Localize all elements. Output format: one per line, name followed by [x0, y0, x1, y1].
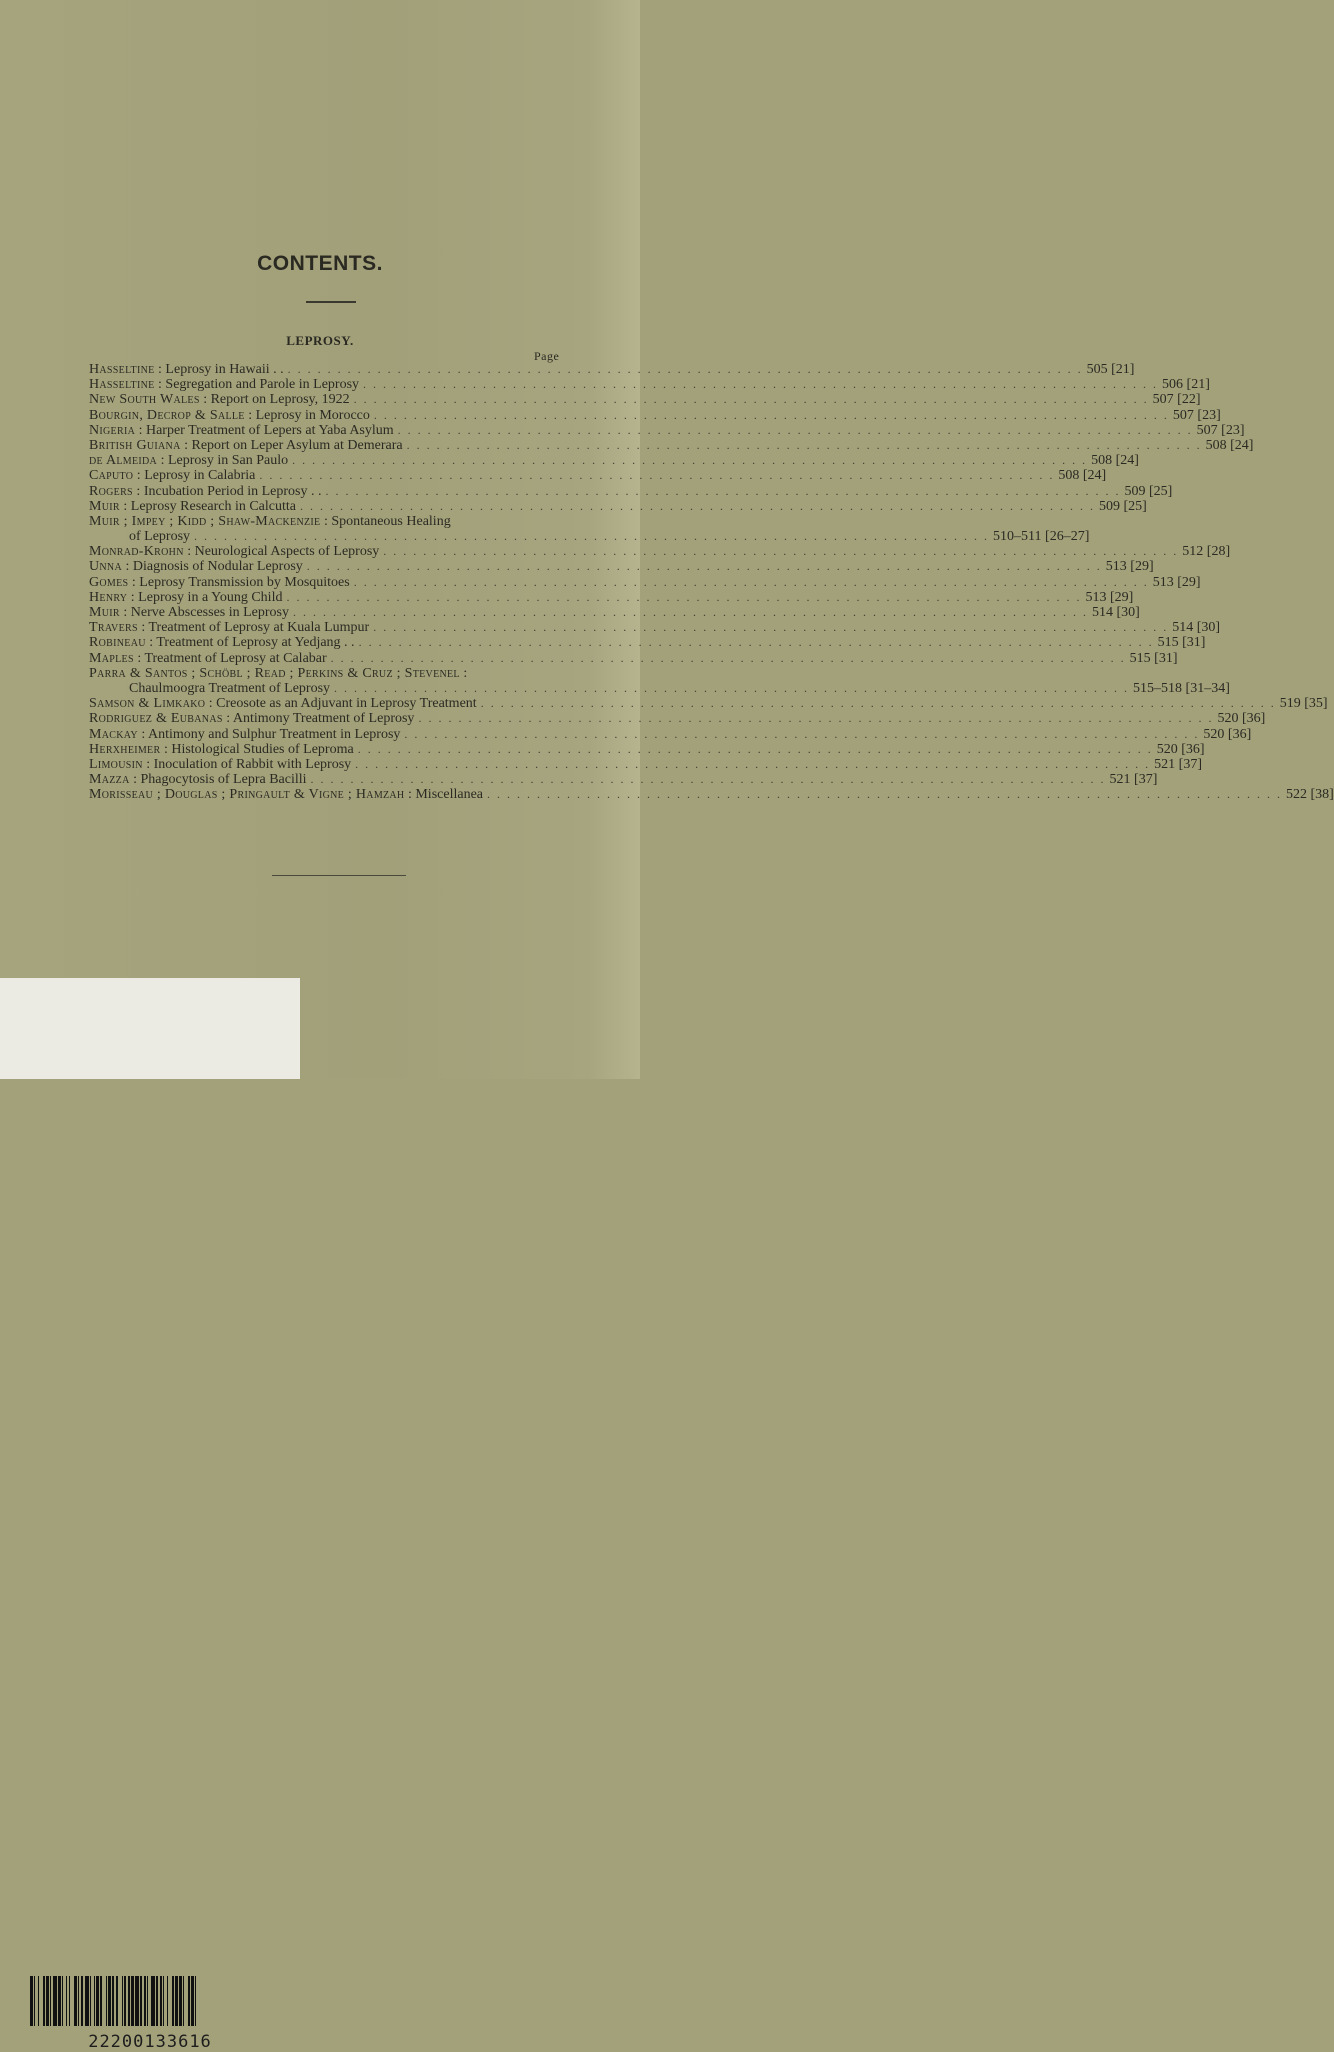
entry-separator: :	[121, 559, 133, 575]
contents-entry	[89, 605, 1140, 620]
entry-page-ref: 510–511 [26–27]	[993, 529, 1090, 545]
entry-text	[89, 468, 255, 483]
entry-text	[89, 453, 288, 468]
entry-topic: Treatment of Leprosy at Yedjang . .	[156, 635, 355, 651]
entry-topic: Report on Leprosy, 1922	[210, 392, 350, 408]
dot-leader: . . . . . . . . . . . . . . . . . . . . . . . . . . . . . . . . . . . . . . . . . . . . . . . . . . . . . . . . . . . . . . . . . . . . . . . . . . . . . . . .	[355, 756, 1151, 771]
dot-leader: . . . . . . . . . . . . . . . . . . . . . . . . . . . . . . . . . . . . . . . . . . . . . . . . . . . . . . . . . . . . . . . . . . . . . . . . . . . . . . . .	[373, 407, 1169, 422]
entry-text	[89, 620, 369, 635]
entry-topic: Report on Leper Asylum at Demerara	[191, 437, 403, 453]
entry-topic: Treatment of Leprosy at Kuala Lumpur	[148, 620, 370, 636]
entry-author: Samson & Limkako	[89, 696, 206, 712]
entry-page-ref: 507 [22]	[1152, 392, 1201, 408]
entry-topic: Leprosy in Calabria	[144, 468, 256, 484]
contents-entry	[89, 711, 1266, 727]
entry-page-ref: 515–518 [31–34]	[1133, 680, 1230, 696]
entry-text	[89, 544, 379, 559]
entry-topic: Segregation and Parole in Leprosy	[165, 377, 360, 393]
entry-text	[89, 559, 303, 574]
entry-topic: Leprosy in San Paulo	[167, 453, 289, 469]
entry-text	[89, 575, 350, 590]
entry-separator: :	[205, 696, 217, 712]
entry-text	[89, 438, 403, 453]
entry-separator: :	[137, 726, 149, 742]
contents-entry	[89, 392, 1201, 408]
entry-author: Muir	[89, 605, 120, 620]
entry-topic: Leprosy Research in Calcutta	[130, 498, 296, 514]
entry-author: Mackay	[89, 726, 138, 742]
entry-separator: :	[127, 589, 139, 605]
entry-page-ref: 515 [31]	[1157, 635, 1206, 651]
dot-leader: . . . . . . . . . . . . . . . . . . . . . . . . . . . . . . . . . . . . . . . . . . . . . . . . . . . . . . . . . . . . . . . . . . . . . . . . . . . . . . . .	[353, 574, 1149, 589]
entry-separator: :	[154, 377, 166, 393]
entry-page-ref: 508 [24]	[1058, 468, 1107, 484]
entry-author: Parra & Santos ; Schöbl ; Read ; Perkins & Cruz ; Stevenel	[89, 665, 460, 681]
dot-leader: . . . . . . . . . . . . . . . . . . . . . . . . . . . . . . . . . . . . . . . . . . . . . . . . . . . . . . . . . . . . . . . . . . . . . . . . . . . . . . . .	[287, 362, 1083, 376]
dot-leader: . . . . . . . . . . . . . . . . . . . . . . . . . . . . . . . . . . . . . . . . . . . . . . . . . . . . . . . . . . . . . . . . . . . . . . . . . . . . . . . .	[418, 711, 1214, 726]
dot-leader: . . . . . . . . . . . . . . . . . . . . . . . . . . . . . . . . . . . . . . . . . . . . . . . . . . . . . . . . . . . . . . . . . . . . . . . . . . . . . . . .	[373, 620, 1169, 635]
entry-separator: :	[404, 787, 416, 803]
entry-text	[89, 711, 414, 726]
entry-separator: :	[154, 362, 166, 377]
barcode-number: 22200133616	[88, 2032, 212, 2052]
dot-leader: . . . . . . . . . . . . . . . . . . . . . . . . . . . . . . . . . . . . . . . . . . . . . . . . . . . . . . . . . . . . . . . . . . . . . . . . . . . . . . . .	[330, 650, 1126, 665]
contents-entry	[89, 407, 1221, 423]
entry-page-ref: 520 [36]	[1203, 726, 1252, 742]
entry-page-ref: 508 [24]	[1205, 437, 1254, 453]
entry-topic: Phagocytosis of Lepra Bacilli	[140, 772, 307, 788]
entry-page-ref: 515 [31]	[1129, 650, 1178, 666]
entry-separator: :	[160, 741, 172, 757]
contents-entry	[89, 377, 1210, 393]
entry-author: Caputo	[89, 468, 134, 484]
entry-separator: :	[183, 544, 195, 560]
entry-page-ref: 507 [23]	[1172, 407, 1221, 423]
dot-leader: . . . . . . . . . . . . . . . . . . . . . . . . . . . . . . . . . . . . . . . . . . . . . . . . . . . . . . . . . . . . . . . . . . . . . . . . . . . . . . . .	[306, 559, 1102, 574]
entry-author: Herxheimer	[89, 741, 161, 757]
entry-author: Muir	[89, 498, 120, 514]
dot-leader: . . . . . . . . . . . . . . . . . . . . . . . . . . . . . . . . . . . . . . . . . . . . . . . . . . . . . . . . . . . . . . . . . . . . . . . . . . . . . . . .	[404, 726, 1200, 741]
entry-author: Monrad-Krohn	[89, 544, 184, 560]
entry-topic: Nerve Abscesses in Leprosy	[130, 605, 290, 620]
entry-text	[89, 651, 327, 666]
contents-entry	[89, 726, 1252, 742]
entry-separator: :	[137, 620, 149, 636]
entry-text	[89, 742, 354, 757]
contents-entry	[89, 756, 1202, 772]
dot-leader: . . . . . . . . . . . . . . . . . . . . . . . . . . . . . . . . . . . . . . . . . . . . . . . . . . . . . . . . . . . . . . . . . . . . . . . . . . . . . . . .	[353, 392, 1149, 407]
entry-author: Rodriguez & Eubanas	[89, 711, 223, 727]
contents-entry	[89, 529, 1090, 545]
entry-topic: of Leprosy	[129, 529, 191, 545]
dot-leader: . . . . . . . . . . . . . . . . . . . . . . . . . . . . . . . . . . . . . . . . . . . . . . . . . . . . . . . . . . . . . . . . . . . . . . . . . . . . . . . .	[293, 605, 1089, 619]
entry-page-ref: 513 [29]	[1152, 574, 1201, 590]
entry-separator: :	[132, 483, 144, 499]
entry-page-ref: 513 [29]	[1105, 559, 1154, 575]
contents-entry	[89, 437, 1254, 453]
entry-topic: Histological Studies of Leproma	[171, 741, 354, 757]
entry-topic: Miscellanea	[415, 787, 483, 803]
dot-leader: . . . . . . . . . . . . . . . . . . . . . . . . . . . . . . . . . . . . . . . . . . . . . . . . . . . . . . . . . . . . . . . . . . . . . . . . . . . . . . . .	[406, 437, 1202, 452]
entry-text	[89, 392, 350, 407]
entry-text	[89, 727, 400, 742]
entry-separator: :	[157, 453, 168, 469]
entry-text	[89, 635, 355, 650]
entry-page-ref: 514 [30]	[1172, 620, 1221, 636]
entry-page-ref: 519 [35]	[1279, 696, 1328, 712]
dot-leader: . . . . . . . . . . . . . . . . . . . . . . . . . . . . . . . . . . . . . . . . . . . . . . . . . . . . . . . . . . . . . . . . . . . . . . . . . . . . . . . .	[334, 680, 1130, 695]
entry-topic: Harper Treatment of Lepers at Yaba Asylum	[145, 422, 394, 438]
contents-list	[89, 362, 1334, 803]
contents-entry	[89, 589, 1134, 605]
bottom-rule	[272, 875, 406, 876]
entry-topic: Leprosy in Morocco	[255, 407, 370, 423]
entry-page-ref: 513 [29]	[1085, 589, 1134, 605]
entry-text	[89, 590, 282, 605]
entry-text	[89, 772, 307, 787]
entry-separator: :	[320, 513, 332, 529]
dot-leader: . . . . . . . . . . . . . . . . . . . . . . . . . . . . . . . . . . . . . . . . . . . . . . . . . . . . . . . . . . . . . . . . . . . . . . . . . . . . . . . .	[397, 422, 1193, 437]
contents-entry	[89, 635, 1206, 651]
dot-leader: . . . . . . . . . . . . . . . . . . . . . . . . . . . . . . . . . . . . . . . . . . . . . . . . . . . . . . . . . . . . . . . . . . . . . . . . . . . . . . . .	[363, 377, 1159, 392]
entry-text	[89, 605, 289, 620]
entry-text	[89, 499, 296, 514]
entry-separator: :	[135, 422, 146, 438]
entry-page-ref: 509 [25]	[1098, 498, 1147, 514]
dot-leader: . . . . . . . . . . . . . . . . . . . . . . . . . . . . . . . . . . . . . . . . . . . . . . . . . . . . . . . . . . . . . . . . . . . . . . . . . . . . . . . .	[487, 787, 1282, 802]
dot-leader: . . . . . . . . . . . . . . . . . . . . . . . . . . . . . . . . . . . . . . . . . . . . . . . . . . . . . . . . . . . . . . . . . . . . . . . . . . . . . . . .	[325, 483, 1121, 498]
dot-leader: . . . . . . . . . . . . . . . . . . . . . . . . . . . . . . . . . . . . . . . . . . . . . . . . . . . . . . . . . . . . . . . . . . . . . . . . . . . . . . . .	[310, 772, 1106, 787]
entry-topic: Inoculation of Rabbit with Leprosy	[153, 756, 352, 772]
page-title: CONTENTS.	[257, 252, 383, 275]
entry-page-ref: 521 [37]	[1154, 756, 1202, 772]
dot-leader: . . . . . . . . . . . . . . . . . . . . . . . . . . . . . . . . . . . . . . . . . . . . . . . . . . . . . . . . . . . . . . . . . . . . . . . . . . . . . . . .	[480, 696, 1276, 711]
entry-text	[89, 787, 483, 802]
entry-topic: Antimony and Sulphur Treatment in Leprosy	[148, 726, 401, 742]
dot-leader: . . . . . . . . . . . . . . . . . . . . . . . . . . . . . . . . . . . . . . . . . . . . . . . . . . . . . . . . . . . . . . . . . . . . . . . . . . . . . . . .	[358, 635, 1154, 650]
contents-entry	[89, 498, 1147, 514]
contents-entry	[89, 559, 1154, 575]
entry-page-ref: 520 [36]	[1217, 711, 1266, 727]
entry-text	[89, 362, 284, 377]
entry-page-ref: 507 [23]	[1196, 422, 1245, 438]
entry-author: Henry	[89, 589, 128, 605]
entry-topic: Spontaneous Healing	[331, 513, 451, 529]
dot-leader: . . . . . . . . . . . . . . . . . . . . . . . . . . . . . . . . . . . . . . . . . . . . . . . . . . . . . . . . . . . . . . . . . . . . . . . . . . . . . . . .	[292, 453, 1088, 468]
entry-page-ref: 505 [21]	[1086, 362, 1135, 377]
contents-entry	[89, 787, 1334, 803]
contents-entry	[89, 666, 575, 681]
dot-leader: . . . . . . . . . . . . . . . . . . . . . . . . . . . . . . . . . . . . . . . . . . . . . . . . . . . . . . . . . . . . . . . . . . . . . . . . . . . . . . . .	[259, 468, 1055, 483]
section-heading: LEPROSY.	[286, 333, 354, 348]
contents-entry	[89, 620, 1221, 636]
dot-leader: . . . . . . . . . . . . . . . . . . . . . . . . . . . . . . . . . . . . . . . . . . . . . . . . . . . . . . . . . . . . . . . . . . . . . . . . . . . . . . . .	[357, 741, 1153, 756]
entry-author: Gomes	[89, 574, 129, 590]
entry-author: Bourgin, Decrop & Salle	[89, 407, 245, 423]
dot-leader: . . . . . . . . . . . . . . . . . . . . . . . . . . . . . . . . . . . . . . . . . . . . . . . . . . . . . . . . . . . . . . . . . . . . . . . . . . . . . . . .	[194, 529, 990, 544]
entry-separator: :	[133, 650, 145, 666]
entry-topic: Leprosy Transmission by Mosquitoes	[139, 574, 350, 590]
entry-topic: Incubation Period in Leprosy . .	[143, 483, 322, 499]
entry-page-ref: 506 [21]	[1162, 377, 1210, 393]
entry-topic: Treatment of Leprosy at Calabar	[144, 650, 327, 666]
entry-author: Hasseltine	[89, 377, 155, 393]
title-rule	[306, 301, 356, 303]
entry-separator: :	[145, 635, 157, 651]
contents-entry	[89, 544, 1231, 560]
entry-author: Unna	[89, 559, 122, 575]
entry-page-ref: 514 [30]	[1092, 605, 1140, 620]
entry-author: de Almeida	[89, 453, 158, 469]
dot-leader: . . . . . . . . . . . . . . . . . . . . . . . . . . . . . . . . . . . . . . . . . . . . . . . . . . . . . . . . . . . . . . . . . . . . . . . . . . . . . . . .	[383, 544, 1179, 559]
entry-separator: :	[222, 711, 233, 727]
contents-entry	[89, 362, 1135, 377]
entry-topic: Antimony Treatment of Leprosy	[232, 711, 415, 727]
entry-author: Maples	[89, 650, 134, 666]
library-label	[0, 978, 300, 2052]
entry-topic: Diagnosis of Nodular Leprosy	[132, 559, 303, 575]
entry-author: Muir ; Impey ; Kidd ; Shaw-Mackenzie	[89, 513, 321, 529]
entry-author: Nigeria	[89, 422, 136, 438]
page-column-heading: Page	[534, 349, 560, 363]
entry-topic: Leprosy in Hawaii . .	[165, 362, 284, 377]
entry-author: British Guiana	[89, 437, 181, 453]
entry-page-ref: 522 [38]	[1286, 787, 1334, 803]
entry-text	[129, 529, 190, 544]
entry-separator: :	[142, 756, 154, 772]
entry-text	[89, 666, 467, 681]
entry-topic: Creosote as an Adjuvant in Leprosy Treatment	[216, 696, 477, 712]
entry-separator: :	[129, 772, 141, 788]
entry-separator: :	[119, 498, 131, 514]
entry-text	[89, 514, 451, 529]
contents-entry	[89, 483, 1173, 499]
contents-entry	[89, 422, 1245, 438]
entry-author: Robineau	[89, 635, 146, 651]
entry-author: Rogers	[89, 483, 133, 499]
entry-separator: :	[119, 605, 131, 620]
entry-author: Mazza	[89, 772, 130, 788]
barcode-icon	[30, 1976, 270, 2026]
entry-page-ref: 508 [24]	[1091, 453, 1139, 469]
contents-entry	[89, 514, 575, 529]
contents-entry	[89, 680, 1230, 696]
entry-text	[89, 377, 359, 392]
entry-page-ref: 509 [25]	[1124, 483, 1173, 499]
entry-text	[89, 757, 351, 772]
contents-entry	[89, 453, 1139, 469]
entry-author: Morisseau ; Douglas ; Pringault & Vigne ; Hamzah	[89, 787, 405, 803]
dot-leader: . . . . . . . . . . . . . . . . . . . . . . . . . . . . . . . . . . . . . . . . . . . . . . . . . . . . . . . . . . . . . . . . . . . . . . . . . . . . . . . .	[286, 589, 1082, 604]
contents-entry	[89, 741, 1205, 757]
contents-entry	[89, 650, 1178, 666]
entry-separator: :	[180, 437, 192, 453]
entry-separator: :	[459, 665, 468, 681]
entry-author: Travers	[89, 620, 138, 636]
entry-separator: :	[244, 407, 256, 423]
contents-entry	[89, 468, 1107, 484]
contents-entry	[89, 772, 1158, 788]
entry-topic: Neurological Aspects of Leprosy	[194, 544, 380, 560]
entry-topic: Chaulmoogra Treatment of Leprosy	[129, 680, 331, 696]
entry-page-ref: 521 [37]	[1109, 772, 1158, 788]
contents-entry	[89, 574, 1201, 590]
dot-leader: . . . . . . . . . . . . . . . . . . . . . . . . . . . . . . . . . . . . . . . . . . . . . . . . . . . . . . . . . . . . . . . . . . . . . . . . . . . . . . . .	[299, 498, 1095, 513]
contents-entry	[89, 696, 1328, 712]
entry-author: New South Wales	[89, 392, 200, 408]
entry-text	[89, 408, 370, 423]
entry-text	[89, 484, 322, 499]
entry-topic: Leprosy in a Young Child	[138, 589, 283, 605]
entry-page-ref: 512 [28]	[1182, 544, 1231, 560]
entry-separator: :	[128, 574, 140, 590]
entry-separator: :	[199, 392, 211, 408]
entry-text	[89, 696, 477, 711]
entry-separator: :	[133, 468, 145, 484]
entry-text	[89, 423, 394, 438]
entry-page-ref: 520 [36]	[1156, 741, 1205, 757]
entry-author: Limousin	[89, 756, 143, 772]
entry-text	[129, 681, 330, 696]
entry-author: Hasseltine	[89, 362, 155, 377]
